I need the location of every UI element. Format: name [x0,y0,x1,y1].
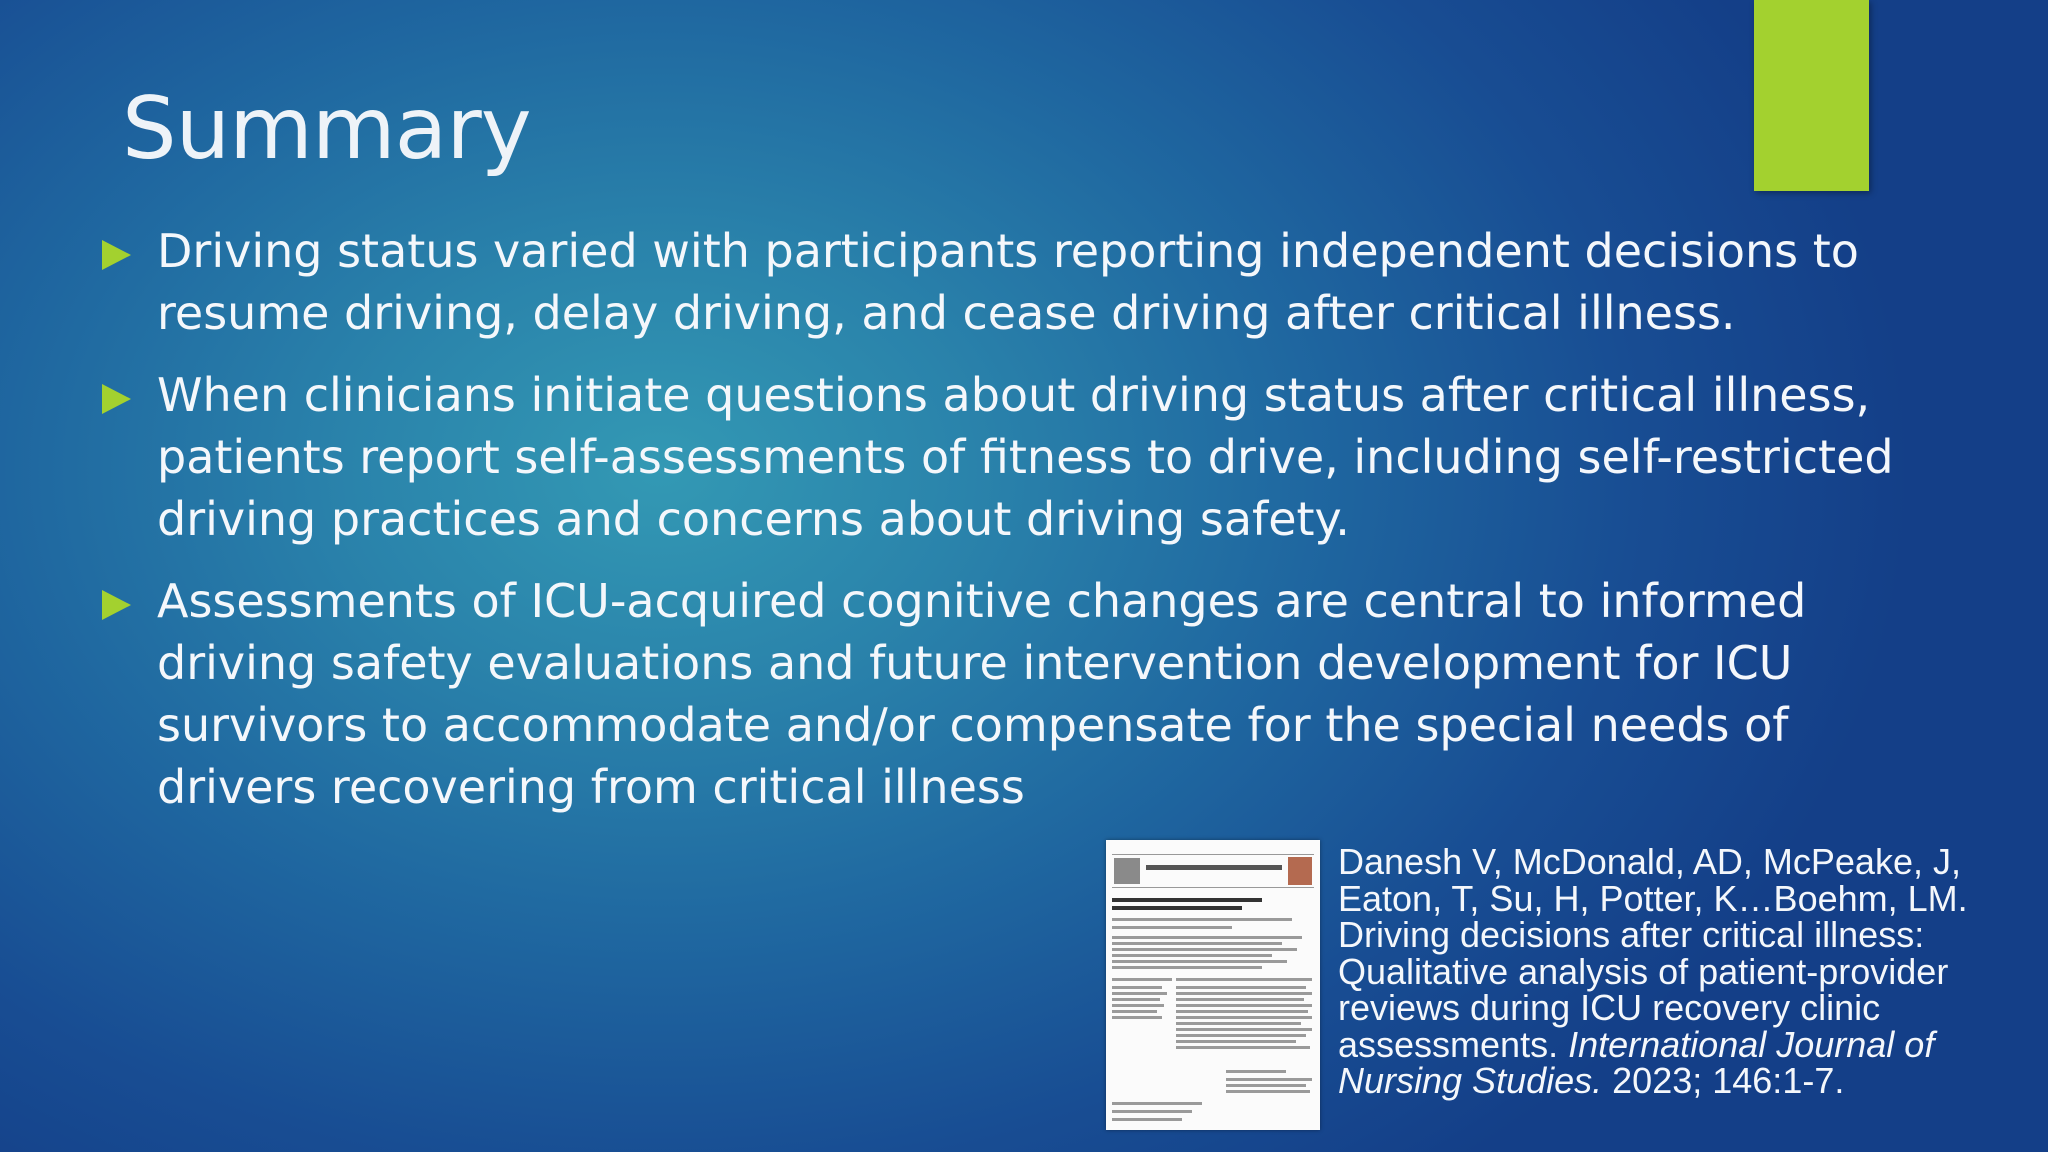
slide-title: Summary [122,79,531,179]
triangle-arrow-icon [102,590,131,620]
citation-authors-title: Danesh V, McDonald, AD, McPeake, J, Eaton, T, Su, H, Potter, K…Boehm, LM. Driving decisions after critical illness: Qualitative analysis of patient-provider reviews during ICU recovery clinic assessments. [1338,841,1968,1065]
bullet-text: Assessments of ICU-acquired cognitive changes are central to informed driving safety evaluations and future intervention development for ICU survivors to accommodate and/or compensate for the special needs of drivers recovering from critical illness [157,574,1807,814]
triangle-arrow-icon [102,240,131,270]
journal-cover-icon [1288,857,1312,885]
journal-name-bar [1146,865,1282,870]
article-thumbnail [1106,840,1320,1130]
reference-citation [1338,841,2038,1101]
citation-year-pages: 2023; 146:1-7. [1612,1060,1845,1101]
bullet-text: When clinicians initiate questions about driving status after critical illness, patients report self-assessments of fitness to drive, including self-restricted driving practices and concerns about driving safety. [157,368,1894,546]
bullet-item [100,364,1900,550]
publisher-logo-icon [1114,858,1140,884]
triangle-arrow-icon [102,384,131,414]
bullet-item [100,220,1900,344]
accent-bar [1754,0,1869,191]
journal-header [1112,854,1314,888]
bullet-text: Driving status varied with participants reporting independent decisions to resume driving, delay driving, and cease driving after critical illness. [157,224,1859,340]
citation-journal: International Journal of Nursing Studies. [1338,1023,1935,1101]
bullet-list [100,220,1900,838]
bullet-item [100,570,1900,818]
